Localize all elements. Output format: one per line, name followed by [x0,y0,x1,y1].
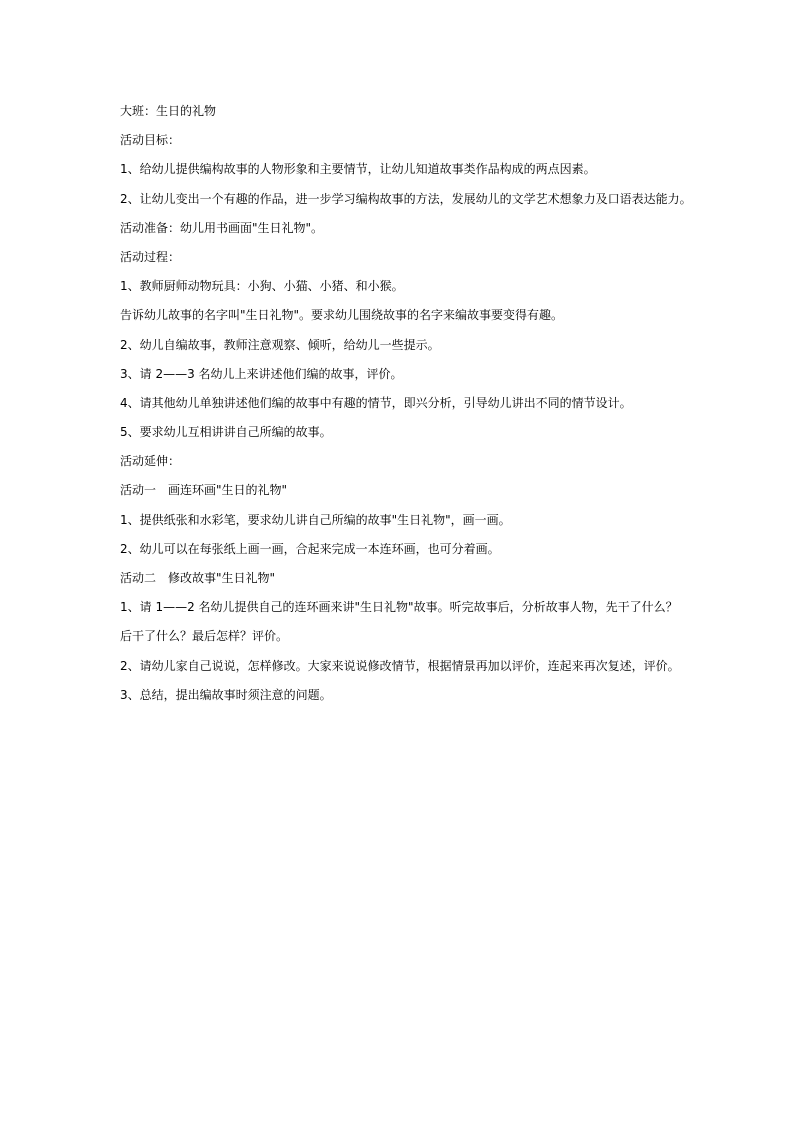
paragraph: 3、总结，提出编故事时须注意的问题。 [120,687,332,702]
document-title: 大班：生日的礼物 [120,104,217,118]
paragraph-preparation: 活动准备：幼儿用书画面"生日礼物"。 [120,220,324,235]
paragraph: 4、请其他幼儿单独讲述他们编的故事中有趣的情节，即兴分析，引导幼儿讲出不同的情节设计。 [120,395,632,410]
paragraph: 2、让幼儿变出一个有趣的作品，进一步学习编构故事的方法，发展幼儿的文学艺术想象力及口语表达能力。 [120,191,692,206]
paragraph: 告诉幼儿故事的名字叫"生日礼物"。要求幼儿围绕故事的名字来编故事要变得有趣。 [120,308,564,323]
subheading-activity-two: 活动二 修改故事"生日礼物" [120,571,276,585]
document-body [120,101,692,714]
paragraph: 2、幼儿可以在每张纸上画一画，合起来完成一本连环画，也可分着画。 [120,541,500,556]
paragraph: 1、请 1——2 名幼儿提供自己的连环画来讲"生日礼物"故事。听完故事后，分析故事人物，先干了什么？ [120,600,678,615]
section-heading-extension: 活动延伸： [120,454,181,469]
section-heading-process: 活动过程： [120,249,181,264]
paragraph: 2、幼儿自编故事，教师注意观察、倾听，给幼儿一些提示。 [120,337,440,352]
paragraph: 1、提供纸张和水彩笔，要求幼儿讲自己所编的故事"生日礼物"，画一画。 [120,512,511,527]
paragraph: 2、请幼儿家自己说说，怎样修改。大家来说说修改情节，根据情景再加以评价，连起来再次复述，评价。 [120,658,680,673]
subheading-activity-one: 活动一 画连环画"生日的礼物" [120,483,288,498]
section-heading-goals: 活动目标： [120,133,181,148]
paragraph: 后干了什么？最后怎样？评价。 [120,629,289,644]
paragraph: 1、教师厨师动物玩具：小狗、小猫、小猪、和小猴。 [120,279,404,294]
paragraph: 1、给幼儿提供编构故事的人物形象和主要情节，让幼儿知道故事类作品构成的两点因素。 [120,162,596,177]
paragraph: 3、请 2——3 名幼儿上来讲述他们编的故事，评价。 [120,366,403,381]
paragraph: 5、要求幼儿互相讲讲自己所编的故事。 [120,425,332,440]
